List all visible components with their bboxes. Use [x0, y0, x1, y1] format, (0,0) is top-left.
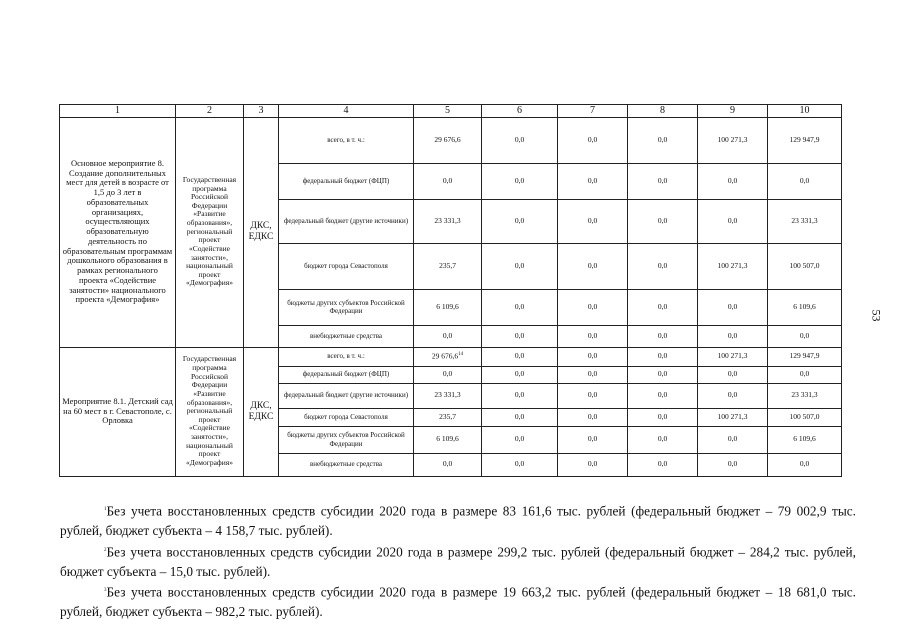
- value-cell: [698, 117, 768, 163]
- funding-source-cell: внебюджетные средства: [279, 453, 414, 476]
- value-cell: [482, 453, 558, 476]
- value-text: 0,0: [587, 369, 598, 379]
- value-cell: [768, 453, 842, 476]
- value-cell: [414, 383, 482, 408]
- value-cell: [768, 163, 842, 199]
- header-cell: 2: [176, 105, 244, 118]
- value-cell: [768, 347, 842, 366]
- value-text: 0,0: [657, 369, 668, 379]
- value-text: 0,0: [514, 134, 525, 144]
- value-text: 0,0: [587, 390, 598, 400]
- value-cell: [558, 347, 628, 366]
- footnote-text: Без учета восстановленных средств субсидии 2020 года в размере 299,2 тыс. рублей (федеральный бюджет – 284,2 тыс. рублей, бюджет субъекта – 15,0 тыс. рублей).: [60, 544, 856, 579]
- value-text: 129 947,9: [789, 134, 820, 144]
- value-cell: [698, 163, 768, 199]
- value-text: 0,0: [587, 351, 598, 361]
- funding-source-cell: бюджеты других субъектов Российской Федерации: [279, 289, 414, 325]
- value-cell: [628, 366, 698, 383]
- value-text: 0,0: [727, 390, 738, 400]
- header-cell: 9: [698, 105, 768, 118]
- value-text: 0,0: [587, 301, 598, 311]
- header-row: [60, 105, 842, 118]
- value-text: 100 507,0: [789, 260, 820, 270]
- value-cell: [414, 163, 482, 199]
- value-cell: [768, 366, 842, 383]
- value-text: 6 109,6: [793, 301, 816, 311]
- value-text: 0,0: [657, 351, 668, 361]
- value-cell: [414, 289, 482, 325]
- value-cell: [558, 243, 628, 289]
- value-text: 235,7: [439, 260, 456, 270]
- header-cell: 7: [558, 105, 628, 118]
- value-cell: [698, 347, 768, 366]
- value-cell: [414, 347, 482, 366]
- value-text: 29 676,6: [434, 134, 461, 144]
- value-cell: [482, 289, 558, 325]
- funding-source-cell: федеральный бюджет (другие источники): [279, 199, 414, 243]
- budget-table: [59, 104, 842, 477]
- value-cell: [628, 117, 698, 163]
- value-text: 0,0: [657, 434, 668, 444]
- header-cell: 3: [244, 105, 279, 118]
- value-cell: [414, 366, 482, 383]
- value-cell: [698, 366, 768, 383]
- value-text: 0,0: [514, 351, 525, 361]
- value-cell: [768, 117, 842, 163]
- value-text: 0,0: [514, 301, 525, 311]
- value-text: 0,0: [727, 175, 738, 185]
- value-cell: [768, 426, 842, 453]
- value-cell: [414, 325, 482, 347]
- value-cell: [628, 163, 698, 199]
- value-text: 23 331,3: [791, 215, 818, 225]
- funding-source-cell: федеральный бюджет (ФЦП): [279, 163, 414, 199]
- value-cell: [558, 366, 628, 383]
- value-text: 6 109,6: [436, 301, 459, 311]
- value-cell: [414, 426, 482, 453]
- value-text: 0,0: [514, 459, 525, 469]
- footnote-mark: 3: [104, 588, 107, 594]
- value-text: 0,0: [799, 459, 810, 469]
- value-cell: [482, 366, 558, 383]
- value-text: 0,0: [587, 411, 598, 421]
- value-text: 0,0: [587, 134, 598, 144]
- value-cell: [482, 408, 558, 426]
- value-text: 0,0: [442, 330, 453, 340]
- value-text: 129 947,9: [789, 351, 820, 361]
- value-text: 0,0: [514, 434, 525, 444]
- value-text: 0,0: [657, 175, 668, 185]
- header-cell: 10: [768, 105, 842, 118]
- value-cell: [628, 289, 698, 325]
- value-text: 23 331,3: [434, 215, 461, 225]
- value-text: 0,0: [657, 215, 668, 225]
- value-text: 0,0: [587, 175, 598, 185]
- value-cell: [482, 163, 558, 199]
- footnote: [60, 541, 856, 582]
- value-cell: [482, 199, 558, 243]
- footnote: [60, 581, 856, 622]
- value-cell: [768, 289, 842, 325]
- value-cell: [558, 453, 628, 476]
- value-text: 0,0: [799, 369, 810, 379]
- value-cell: [698, 408, 768, 426]
- value-cell: [768, 199, 842, 243]
- value-cell: [558, 117, 628, 163]
- value-cell: [698, 426, 768, 453]
- funding-source-cell: федеральный бюджет (другие источники): [279, 383, 414, 408]
- value-text: 0,0: [587, 330, 598, 340]
- value-text: 235,7: [439, 411, 456, 421]
- funding-source-cell: федеральный бюджет (ФЦП): [279, 366, 414, 383]
- value-text: 100 507,0: [789, 411, 820, 421]
- value-text: 100 271,3: [717, 411, 748, 421]
- footnotes: [60, 500, 856, 622]
- value-cell: [628, 199, 698, 243]
- header-cell: 6: [482, 105, 558, 118]
- value-text: 0,0: [442, 175, 453, 185]
- value-cell: [414, 199, 482, 243]
- value-text: 0,0: [587, 459, 598, 469]
- value-text: 0,0: [442, 459, 453, 469]
- value-cell: [482, 243, 558, 289]
- value-cell: [558, 408, 628, 426]
- footnote-ref: 14: [458, 351, 464, 357]
- value-text: 0,0: [657, 411, 668, 421]
- value-cell: [698, 243, 768, 289]
- value-cell: [628, 408, 698, 426]
- value-text: 0,0: [657, 330, 668, 340]
- value-cell: [698, 383, 768, 408]
- footnote: [60, 500, 856, 541]
- table-row: [60, 347, 842, 366]
- value-cell: [558, 426, 628, 453]
- value-text: 0,0: [727, 369, 738, 379]
- page-number: 53: [869, 309, 884, 322]
- header-cell: 1: [60, 105, 176, 118]
- value-text: 0,0: [727, 330, 738, 340]
- value-cell: [698, 199, 768, 243]
- value-cell: [414, 243, 482, 289]
- funding-source-cell: внебюджетные средства: [279, 325, 414, 347]
- value-text: 0,0: [657, 390, 668, 400]
- value-cell: [768, 408, 842, 426]
- value-text: 100 271,3: [717, 260, 748, 270]
- value-text: 0,0: [514, 390, 525, 400]
- value-text: 0,0: [514, 330, 525, 340]
- value-text: 0,0: [799, 175, 810, 185]
- value-cell: [628, 426, 698, 453]
- value-text: 0,0: [587, 215, 598, 225]
- program-cell: Государственная программа Российской Федерации «Развитие образования», региональный проект «Содействие занятости», национальный проект «Демография»: [176, 117, 244, 347]
- value-text: 0,0: [657, 459, 668, 469]
- value-cell: [414, 117, 482, 163]
- value-cell: [768, 383, 842, 408]
- footnote-mark: 1: [104, 507, 107, 512]
- value-text: 6 109,6: [436, 434, 459, 444]
- value-cell: [482, 383, 558, 408]
- program-cell: Государственная программа Российской Федерации «Развитие образования», региональный проект «Содействие занятости», национальный проект «Демография»: [176, 347, 244, 476]
- value-cell: [628, 347, 698, 366]
- value-text: 0,0: [657, 301, 668, 311]
- value-text: 0,0: [727, 434, 738, 444]
- value-cell: [628, 453, 698, 476]
- funding-source-cell: всего, в т. ч.:: [279, 347, 414, 366]
- value-text: 6 109,6: [793, 434, 816, 444]
- value-text: 100 271,3: [717, 351, 748, 361]
- funding-source-cell: всего, в т. ч.:: [279, 117, 414, 163]
- value-text: 0,0: [799, 330, 810, 340]
- value-cell: [558, 163, 628, 199]
- value-cell: [558, 199, 628, 243]
- funding-source-cell: бюджеты других субъектов Российской Федерации: [279, 426, 414, 453]
- value-text: 0,0: [587, 434, 598, 444]
- funding-source-cell: бюджет города Севастополя: [279, 243, 414, 289]
- value-cell: [482, 347, 558, 366]
- value-cell: [558, 325, 628, 347]
- value-text: 0,0: [657, 134, 668, 144]
- header-cell: 5: [414, 105, 482, 118]
- value-cell: [482, 325, 558, 347]
- value-text: 100 271,3: [717, 134, 748, 144]
- event-cell: Основное мероприятие 8. Создание дополнительных мест для детей в возрасте от 1,5 до 3 лет в образовательных организациях, осуществляющих образовательную деятельность по образовательным программам дошкольного образования в рамках регионального проекта «Содействие занятости» национального проекта «Демография»: [60, 117, 176, 347]
- value-cell: [768, 243, 842, 289]
- footnote-mark: 2: [104, 547, 107, 553]
- header-cell: 4: [279, 105, 414, 118]
- value-text: 0,0: [587, 260, 598, 270]
- value-text: 0,0: [514, 260, 525, 270]
- value-cell: [628, 243, 698, 289]
- executor-cell: ДКС, ЕДКС: [244, 347, 279, 476]
- value-cell: [414, 453, 482, 476]
- value-text: 0,0: [514, 411, 525, 421]
- value-text: 29 676,6: [431, 351, 459, 361]
- value-cell: [558, 289, 628, 325]
- value-cell: [698, 453, 768, 476]
- value-text: 0,0: [657, 260, 668, 270]
- value-text: 0,0: [727, 301, 738, 311]
- value-text: 0,0: [514, 215, 525, 225]
- value-cell: [628, 383, 698, 408]
- value-cell: [698, 325, 768, 347]
- value-cell: [482, 426, 558, 453]
- table-row: [60, 117, 842, 163]
- value-text: 0,0: [442, 369, 453, 379]
- value-cell: [558, 383, 628, 408]
- executor-cell: ДКС, ЕДКС: [244, 117, 279, 347]
- value-cell: [482, 117, 558, 163]
- footnote-text: Без учета восстановленных средств субсидии 2020 года в размере 83 161,6 тыс. рублей (федеральный бюджет – 79 002,9 тыс. рублей, бюджет субъекта – 4 158,7 тыс. рублей).: [60, 503, 856, 539]
- value-cell: [698, 289, 768, 325]
- value-text: 23 331,3: [791, 390, 818, 400]
- funding-source-cell: бюджет города Севастополя: [279, 408, 414, 426]
- header-cell: 8: [628, 105, 698, 118]
- value-cell: [628, 325, 698, 347]
- value-text: 0,0: [514, 369, 525, 379]
- footnote-text: Без учета восстановленных средств субсидии 2020 года в размере 19 663,2 тыс. рублей (федеральный бюджет – 18 681,0 тыс. рублей, бюджет субъекта – 982,2 тыс. рублей).: [60, 584, 856, 620]
- value-cell: [768, 325, 842, 347]
- value-text: 0,0: [727, 215, 738, 225]
- event-cell: Мероприятие 8.1. Детский сад на 60 мест в г. Севастополе, с. Орловка: [60, 347, 176, 476]
- value-text: 0,0: [727, 459, 738, 469]
- value-cell: [414, 408, 482, 426]
- value-text: 0,0: [514, 175, 525, 185]
- value-text: 23 331,3: [434, 390, 461, 400]
